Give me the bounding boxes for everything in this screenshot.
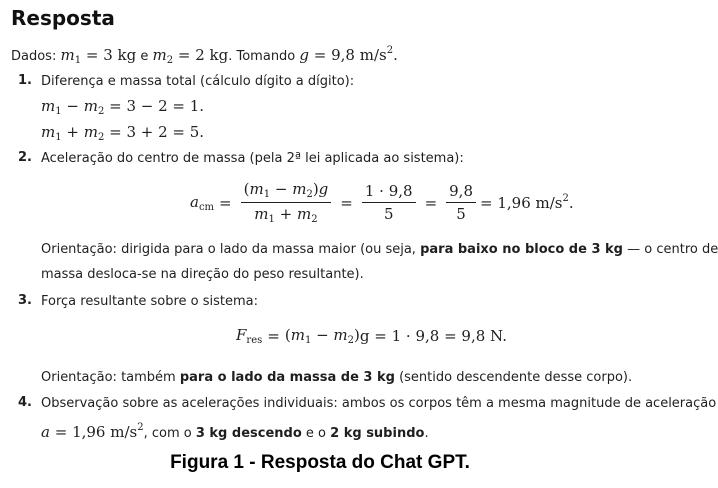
- item-number: 2.: [18, 150, 32, 165]
- item-2-orientation: Orientação: dirigida para o lado da massa maior (ou seja, para baixo no bloco de 3 kg — o centro de: [41, 242, 718, 257]
- m2-given: $m_2 = 2$ kg: [152, 46, 229, 66]
- page-title: Resposta: [11, 6, 115, 30]
- item-1-text: Diferença e massa total (cálculo dígito a dígito):: [41, 74, 355, 89]
- item-1-difference-eq: $m_1 - m_2 = 3 - 2 = 1$.: [41, 97, 205, 117]
- force-equation: $F_{res}$ = $(m_1 - m_2)$ g = 1 · 9,8 = 9,8 N.: [236, 326, 507, 346]
- acceleration-result: = 1,96 $m/s^2$.: [480, 193, 574, 212]
- item-3-orientation: Orientação: também para o lado da massa de 3 kg (sentido descendente desse corpo).: [41, 370, 633, 385]
- tomando-text: . Tomando: [228, 49, 296, 64]
- given-data-line: [11, 42, 398, 70]
- m1-given: $m_1 = 3$ kg: [60, 46, 137, 66]
- item-number: 1.: [18, 73, 32, 88]
- item-2-text: Aceleração do centro de massa (pela 2ª lei aplicada ao sistema):: [41, 151, 464, 166]
- item-4-text: Observação sobre as acelerações individuais: ambos os corpos têm a mesma magnitude de aceleração: [41, 396, 717, 411]
- acceleration-equation: $a_{cm}$ = $\frac{(m_1 - m_2)g}{m_1 + m_2}$ = $\frac{1 \cdot 9,8}{5}$ = $\frac{9,8}{5}$ = 1,96 $m/s^2$.: [190, 180, 574, 225]
- item-4-acceleration-line: a = 1,96 $m/s^2$, com o 3 kg descendo e o 2 kg subindo.: [41, 422, 429, 441]
- item-2-orientation-cont: massa desloca-se na direção do peso resultante).: [41, 267, 364, 282]
- given-label: Dados:: [11, 49, 57, 64]
- g-given: g = 9,8 $m/s^2$.: [299, 45, 398, 64]
- conj-e: e: [140, 49, 149, 64]
- item-number: 3.: [18, 293, 32, 308]
- fraction-numeric: $\frac{1 \cdot 9,8}{5}$: [362, 182, 416, 223]
- acm-symbol: $a_{cm}$: [190, 192, 215, 213]
- figure-caption: Figura 1 - Resposta do Chat GPT.: [170, 452, 470, 473]
- fraction-simplified: $\frac{9,8}{5}$: [446, 182, 476, 223]
- fraction-symbolic: $\frac{(m_1 - m_2)g}{m_1 + m_2}$: [241, 180, 332, 225]
- item-number: 4.: [18, 395, 32, 410]
- item-3-text: Força resultante sobre o sistema:: [41, 294, 259, 309]
- item-1-sum-eq: $m_1 + m_2 = 3 + 2 = 5$.: [41, 123, 205, 143]
